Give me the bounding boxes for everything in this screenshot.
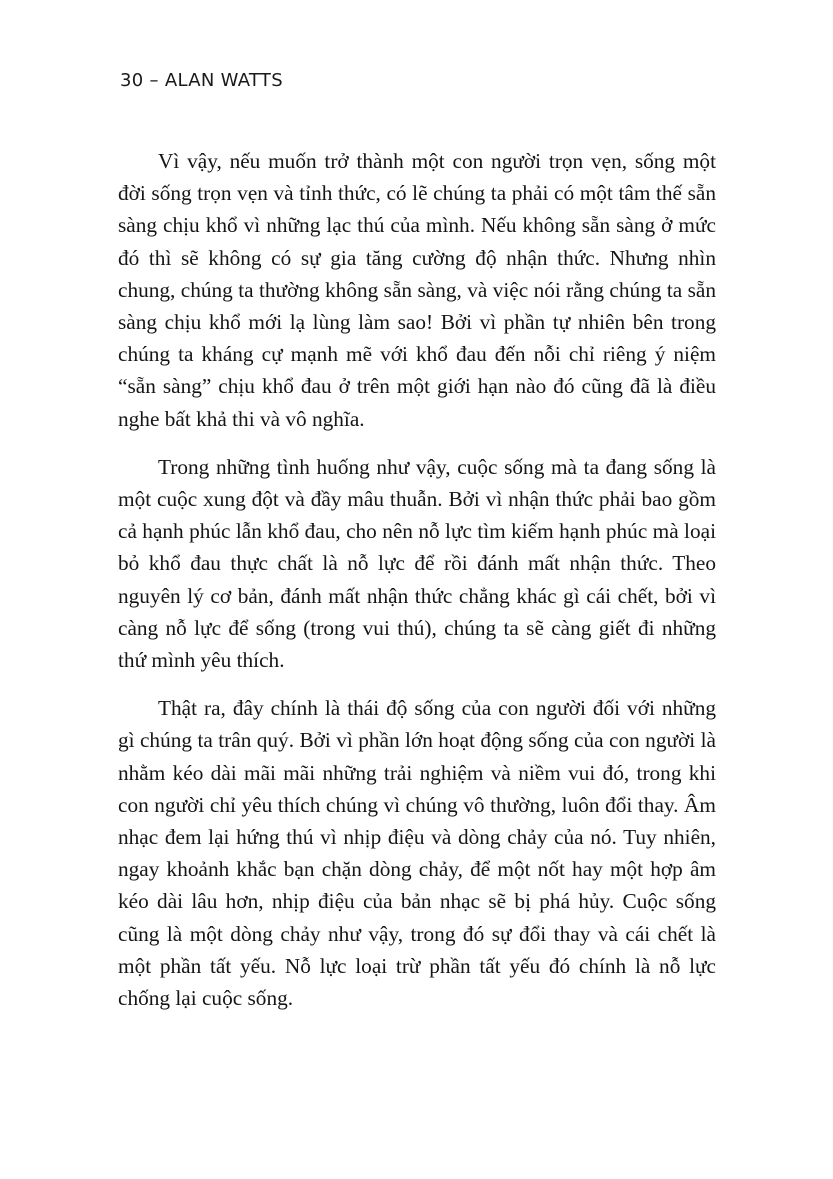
running-header: 30 – ALAN WATTS [120,70,283,91]
paragraph-2: Trong những tình huống như vậy, cuộc sống mà ta đang sống là một cuộc xung đột và đầy mâu thuẫn. Bởi vì nhận thức phải bao gồm cả hạnh phúc lẫn khổ đau, cho nên nỗ lực tìm kiếm hạnh phúc mà loại bỏ khổ đau thực chất là nỗ lực để rồi đánh mất nhận thức. Theo nguyên lý cơ bản, đánh mất nhận thức chẳng khác gì cái chết, bởi vì càng nỗ lực để sống (trong vui thú), chúng ta sẽ càng giết đi những thứ mình yêu thích. [118,454,716,673]
paragraph-3: Thật ra, đây chính là thái độ sống của con người đối với những gì chúng ta trân quý. Bởi vì phần lớn hoạt động sống của con người là nhằm kéo dài mãi mãi những trải nghiệm và niềm vui đó, trong khi con người chỉ yêu thích chúng vì chúng vô thường, luôn đổi thay. Âm nhạc đem lại hứng thú vì nhịp điệu và dòng chảy của nó. Tuy nhiên, ngay khoảnh khắc bạn chặn dòng chảy, để một nốt hay một hợp âm kéo dài lâu hơn, nhịp điệu của bản nhạc sẽ bị phá hủy. Cuộc sống cũng là một dòng chảy như vậy, trong đó sự đổi thay và cái chết là một phần tất yếu. Nỗ lực loại trừ phần tất yếu đó chính là nỗ lực chống lại cuộc sống. [118,696,716,1011]
paragraph-1: Vì vậy, nếu muốn trở thành một con người trọn vẹn, sống một đời sống trọn vẹn và tỉnh thức, có lẽ chúng ta phải có một tâm thế sẵn sàng chịu khổ vì những lạc thú của mình. Nếu không sẵn sàng ở mức đó thì sẽ không có sự gia tăng cường độ nhận thức. Nhưng nhìn chung, chúng ta thường không sẵn sàng, và việc nói rằng chúng ta sẵn sàng chịu khổ mới lạ lùng làm sao! Bởi vì phần tự nhiên bên trong chúng ta kháng cự mạnh mẽ với khổ đau đến nỗi chỉ riêng ý niệm “sẵn sàng” chịu khổ đau ở trên một giới hạn nào đó cũng đã là điều nghe bất khả thi và vô nghĩa. [118,149,716,431]
body-text [118,145,716,1030]
